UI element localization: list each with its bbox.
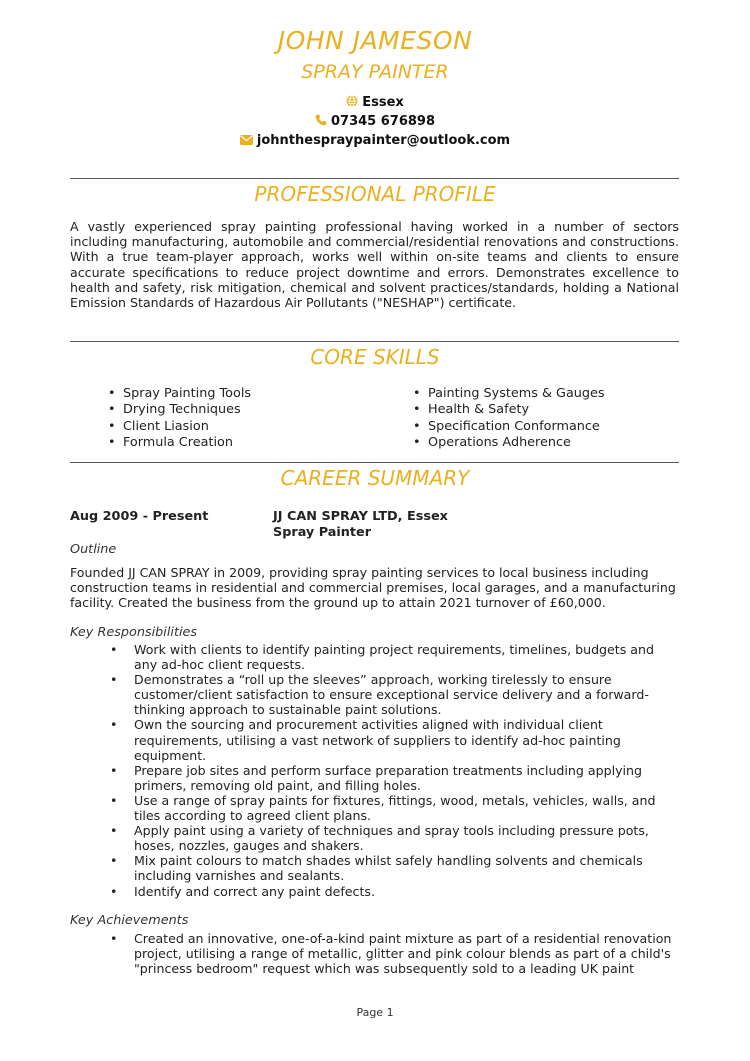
divider (70, 462, 679, 463)
skill-item: • Formula Creation (108, 435, 251, 451)
skill-item: • Drying Techniques (108, 402, 251, 418)
location-text: Essex (362, 95, 404, 110)
list-item: • Apply paint using a variety of techniques and spray tools including pressure pots, hoses, nozzles, gauges and shakers. (108, 823, 673, 853)
contact-email (0, 133, 750, 148)
skill-item: • Health & Safety (413, 402, 605, 418)
outline-text: Founded JJ CAN SPRAY in 2009, providing spray painting services to local business including construction teams in residential and commercial premises, local garages, and a manufacturing facility. Created the business from the ground up to attain 2021 turnover of £60,000. (70, 565, 676, 611)
skills-right-column (413, 386, 605, 451)
skill-item: • Specification Conformance (413, 419, 605, 435)
skill-item: • Painting Systems & Gauges (413, 386, 605, 402)
skill-item: • Client Liasion (108, 419, 251, 435)
career-title: CAREER SUMMARY (280, 466, 470, 490)
page-number: Page 1 (356, 1006, 394, 1019)
achievements-label: Key Achievements (70, 913, 189, 928)
skill-item: • Spray Painting Tools (108, 386, 251, 402)
skills-title: CORE SKILLS (310, 345, 440, 369)
divider (70, 178, 679, 179)
list-item: • Mix paint colours to match shades whilst safely handling solvents and chemicals including varnishes and sealants. (108, 853, 673, 883)
role-heading: SPRAY PAINTER (301, 61, 449, 83)
job-company: JJ CAN SPRAY LTD, Essex (273, 509, 448, 524)
outline-label: Outline (70, 542, 117, 557)
phone-text: 07345 676898 (330, 114, 436, 129)
job-dates: Aug 2009 - Present (70, 509, 209, 524)
skill-item: • Operations Adherence (413, 435, 605, 451)
responsibilities-label: Key Responsibilities (70, 625, 198, 640)
contact-phone (0, 114, 750, 129)
list-item: • Created an innovative, one-of-a-kind paint mixture as part of a residential renovation project, utilising a range of metallic, glitter and pink colour blends as part of a child's "princess bedroom" request which was subsequently sold to a leading UK paint (108, 931, 673, 976)
job-position: Spray Painter (273, 524, 372, 540)
profile-text: A vastly experienced spray painting professional having worked in a number of sectors including manufacturing, automobile and commercial/residential renovations and constructions. With a true team-player approach, works well within on-site teams and clients to ensure accurate specifications to reduce project downtime and errors. Demonstrates excellence to health and safety, risk mitigation, chemical and solvent practices/standards, holding a National Emission Standards of Hazardous Air Pollutants ("NESHAP") certificate. (70, 219, 679, 311)
list-item: • Identify and correct any paint defects. (108, 884, 673, 899)
list-item: • Own the sourcing and procurement activities aligned with individual client requirements, utilising a vast network of suppliers to identify ad-hoc painting equipment. (108, 717, 673, 762)
profile-title: PROFESSIONAL PROFILE (254, 182, 496, 206)
list-item: • Prepare job sites and perform surface preparation treatments including applying primers, removing old paint, and filling holes. (108, 763, 673, 793)
envelope-icon (240, 135, 253, 145)
list-item: • Work with clients to identify painting project requirements, timelines, budgets and any ad-hoc client requests. (108, 642, 673, 672)
list-item: • Demonstrates a “roll up the sleeves” approach, working tirelessly to ensure customer/client satisfaction to ensure exceptional service delivery and a forward-thinking approach to sustainable paint solutions. (108, 672, 673, 717)
list-item: • Use a range of spray paints for fixtures, fittings, wood, metals, vehicles, walls, and tiles according to agreed client plans. (108, 793, 673, 823)
phone-icon (315, 114, 327, 126)
email-text: johnthespraypainter@outlook.com (256, 133, 511, 148)
responsibilities-list (108, 642, 673, 899)
achievements-list (108, 931, 673, 976)
name-heading: JOHN JAMESON (277, 26, 473, 55)
contact-location (0, 95, 750, 110)
job-company-block (273, 509, 448, 540)
globe-icon (346, 95, 358, 107)
divider (70, 341, 679, 342)
skills-left-column (108, 386, 251, 451)
